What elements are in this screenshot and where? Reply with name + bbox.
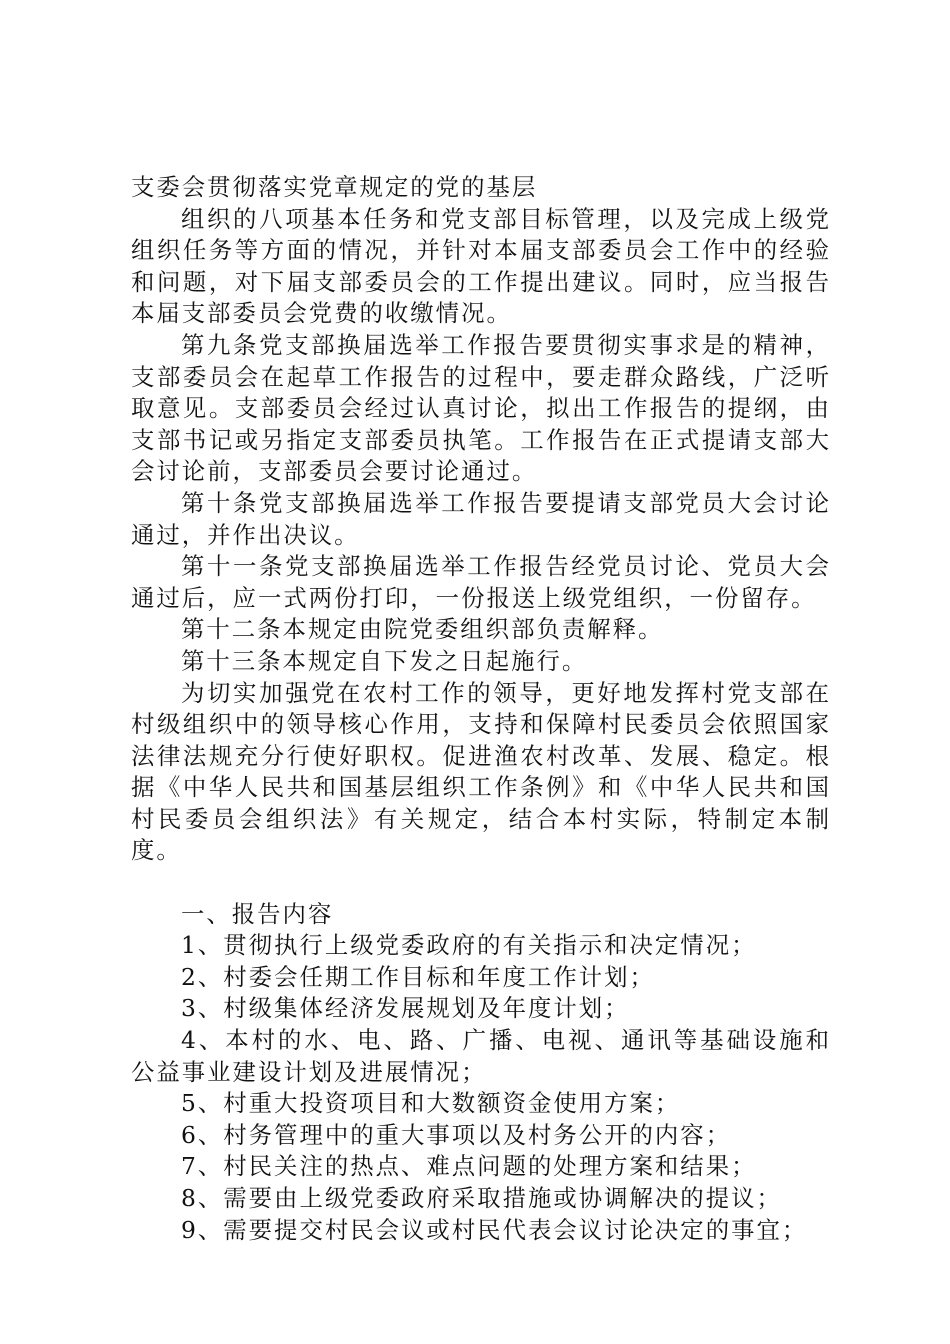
list-item: 5、村重大投资项目和大数额资金使用方案； (181, 1089, 681, 1118)
paragraph-article-12: 第十二条本规定由院党委组织部负责解释。 (181, 615, 664, 644)
paragraph-article-11: 第十一条党支部换届选举工作报告经党员讨论、党员大会通过后，应一式两份打印，一份报送上级党组织，一份留存。 (131, 552, 831, 612)
section-heading: 一、报告内容 (181, 899, 334, 928)
paragraph-article-9: 第九条党支部换届选举工作报告要贯彻实事求是的精神，支部委员会在起草工作报告的过程中，要走群众路线，广泛听取意见。支部委员会经过认真讨论，拟出工作报告的提纲，由支部书记或另指定支部委员执笔。工作报告在正式提请支部大会讨论前，支部委员会要讨论通过。 (131, 330, 831, 486)
list-item: 6、村务管理中的重大事项以及村务公开的内容； (181, 1120, 732, 1149)
list-item: 3、村级集体经济发展规划及年度计划； (181, 994, 630, 1023)
blank-line (131, 867, 831, 899)
list-item: 9、需要提交村民会议或村民代表会议讨论决定的事宜； (181, 1215, 808, 1244)
paragraph-article-13: 第十三条本规定自下发之日起施行。 (181, 646, 588, 675)
list-item: 7、村民关注的热点、难点问题的处理方案和结果； (181, 1152, 757, 1181)
list-item: 1、贯彻执行上级党委政府的有关指示和决定情况； (181, 931, 757, 960)
paragraph-1: 组织的八项基本任务和党支部目标管理，以及完成上级党组织任务等方面的情况，并针对本届支部委员会工作中的经验和问题，对下届支部委员会的工作提出建议。同时，应当报告本届支部委员会党费的收缴情况。 (131, 204, 831, 328)
paragraph-article-10: 第十条党支部换届选举工作报告要提请支部党员大会讨论通过，并作出决议。 (131, 488, 831, 549)
paragraph-intro: 为切实加强党在农村工作的领导，更好地发挥村党支部在村级组织中的领导核心作用，支持和保障村民委员会依照国家法律法规充分行使好职权。促进渔农村改革、发展、稳定。根据《中华人民共和国基层组织工作条例》和《中华人民共和国村民委员会组织法》有关规定，结合本村实际，特制定本制度。 (131, 678, 831, 865)
document-body (131, 172, 831, 1246)
list-item: 8、需要由上级党委政府采取措施或协调解决的提议； (181, 1184, 782, 1212)
paragraph-0: 支委会贯彻落实党章规定的党的基层 (131, 173, 538, 201)
list-item: 4、本村的水、电、路、广播、电视、通讯等基础设施和公益事业建设计划及进展情况； (131, 1026, 831, 1086)
list-item: 2、村委会任期工作目标和年度工作计划； (181, 962, 655, 991)
